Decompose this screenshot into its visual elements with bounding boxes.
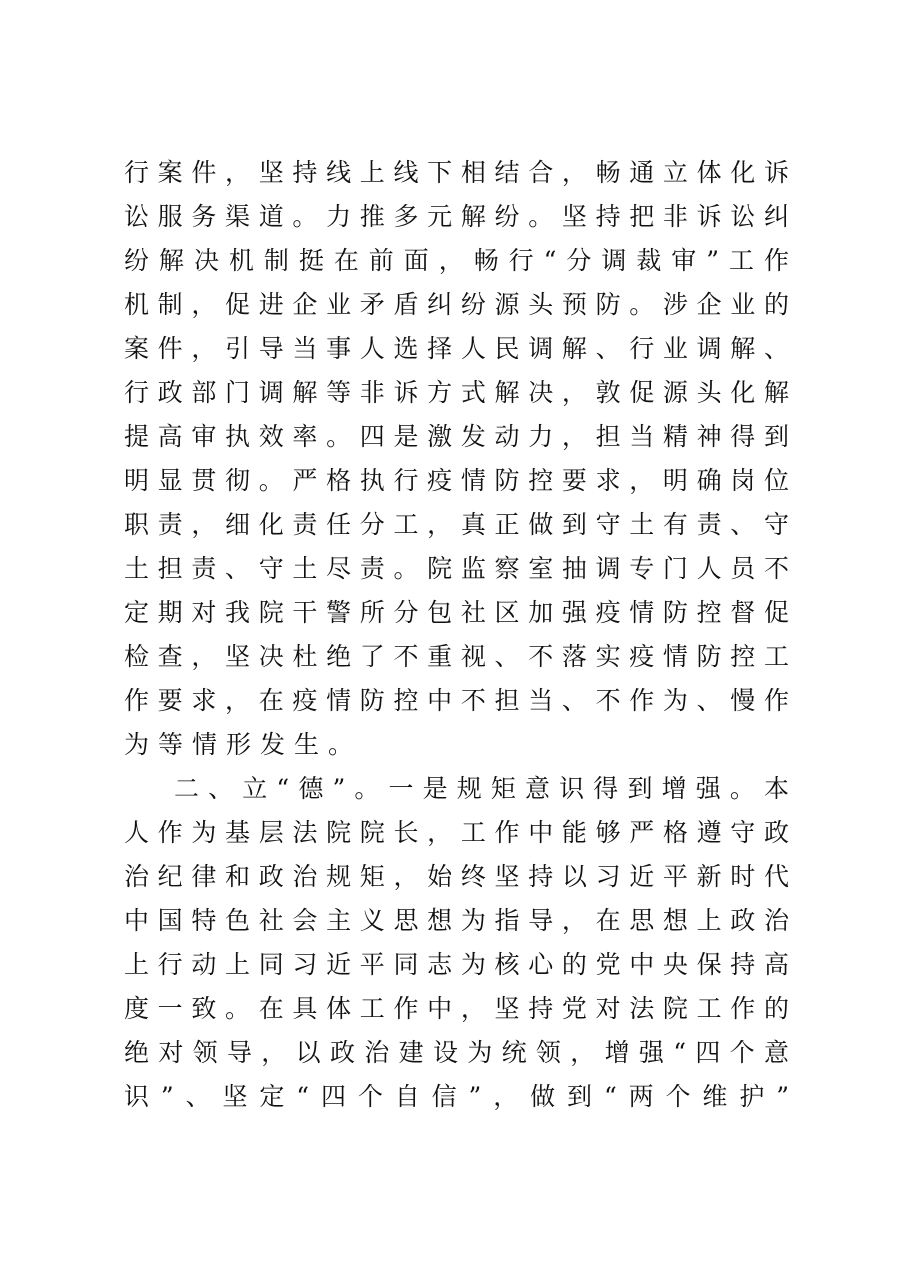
body-text [124,151,789,1119]
text-line: 纷解决机制挺在前面，畅行“分调裁审”工作 [124,246,789,275]
section-heading-line: 二、立“德”。一是规矩意识得到增强。本 [174,774,789,803]
text-line: 职责，细化责任分工，真正做到守土有责、守 [124,510,789,539]
text-line: 定期对我院干警所分包社区加强疫情防控督促 [124,598,789,627]
text-line: 中国特色社会主义思想为指导，在思想上政治 [124,906,789,935]
paragraph-end-line: 为等情形发生。 [124,730,363,759]
text-line: 行政部门调解等非诉方式解决，敦促源头化解 [124,378,789,407]
text-line: 治纪律和政治规矩，始终坚持以习近平新时代 [124,862,789,891]
text-line: 识”、坚定“四个自信”，做到“两个维护” [124,1082,789,1111]
text-line: 绝对领导，以政治建设为统领，增强“四个意 [124,1038,789,1067]
text-line: 案件，引导当事人选择人民调解、行业调解、 [124,334,789,363]
text-line: 作要求，在疫情防控中不担当、不作为、慢作 [124,686,789,715]
text-line: 明显贯彻。严格执行疫情防控要求，明确岗位 [124,466,789,495]
text-line: 度一致。在具体工作中，坚持党对法院工作的 [124,994,789,1023]
text-line: 讼服务渠道。力推多元解纷。坚持把非诉讼纠 [124,202,789,231]
text-line: 人作为基层法院院长，工作中能够严格遵守政 [124,818,789,847]
text-line: 提高审执效率。四是激发动力，担当精神得到 [124,422,789,451]
text-line: 检查，坚决杜绝了不重视、不落实疫情防控工 [124,642,789,671]
text-line: 行案件，坚持线上线下相结合，畅通立体化诉 [124,158,789,187]
text-line: 上行动上同习近平同志为核心的党中央保持高 [124,950,789,979]
text-line: 土担责、守土尽责。院监察室抽调专门人员不 [124,554,789,583]
text-line: 机制，促进企业矛盾纠纷源头预防。涉企业的 [124,290,789,319]
